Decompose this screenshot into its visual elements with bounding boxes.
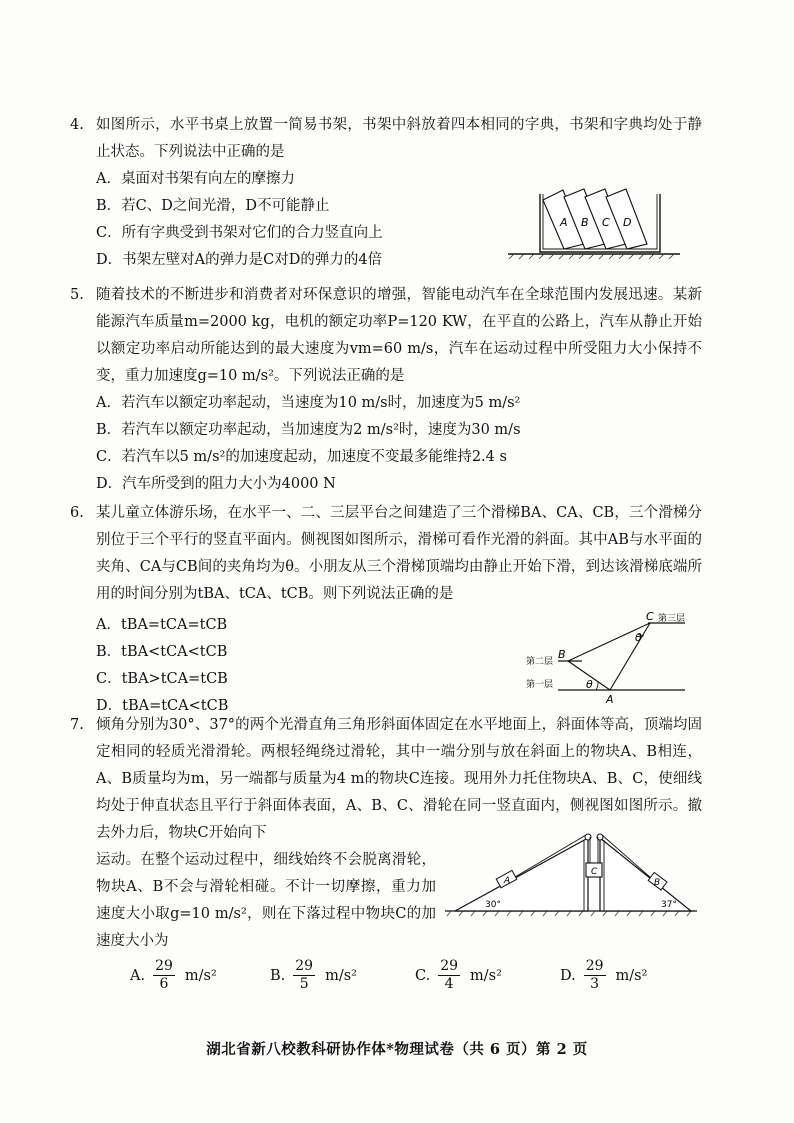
block-a-label: A	[504, 876, 511, 886]
question-stem-top: 倾角分别为30°、37°的两个光滑直角三角形斜面体固定在水平地面上，斜面体等高，顶端均固定相同的轻质光滑滑轮。两根轻绳绕过滑轮，其中一端分别与放在斜面上的物块A、B相连，A、B质量均为m，另一端都与质量为4 m的物块C连接。现用外力托住物块A、B、C，使细线均处于伸直状态且平行于斜面体表面，A、B、C、滑轮在同一竖直面内，侧视图如图所示。撤去外力后，物块C开始向下	[96, 717, 702, 841]
book-label-b: B	[581, 216, 589, 229]
option-b	[270, 958, 357, 993]
point-b-label: B	[558, 648, 566, 661]
option-d: D．汽车所受到的阻力大小为4000 N	[96, 476, 336, 492]
second-floor-label: 第二层	[526, 657, 554, 667]
book-label-d: D	[623, 216, 632, 229]
theta-label-bottom: θ	[586, 678, 593, 691]
denominator: 6	[159, 976, 169, 992]
option-c: C．tBA>tCA=tCB	[96, 671, 228, 687]
question-7-options	[130, 958, 650, 998]
numerator: 29	[155, 958, 173, 974]
question-stem: 如图所示，水平书桌上放置一简易书架，书架中斜放着四本相同的字典，书架和字典均处于静止状态。下列说法中正确的是	[96, 117, 702, 160]
slide-figure	[520, 610, 690, 710]
denominator: 3	[590, 976, 600, 992]
fraction	[584, 958, 606, 993]
option-a: A．桌面对书架有向左的摩擦力	[96, 171, 295, 187]
unit: m/s²	[470, 967, 502, 984]
angle-37-label: 37°	[661, 900, 677, 910]
option-c: C．若汽车以5 m/s²的加速度起动，加速度不变最多能维持2.4 s	[96, 449, 507, 465]
point-c-label: C	[646, 610, 654, 623]
theta-label-top: θ	[635, 631, 642, 644]
option-b: B．若汽车以额定功率起动，当加速度为2 m/s²时，速度为30 m/s	[96, 422, 521, 438]
bookshelf-figure	[508, 180, 680, 260]
option-a	[130, 958, 217, 993]
block-c-label: C	[591, 867, 598, 877]
question-stem: 某儿童立体游乐场，在水平一、二、三层平台之间建造了三个滑梯BA、CA、CB，三个滑梯分别位于三个平行的竖直平面内。侧视图如图所示，滑梯可看作光滑的斜面。其中AB与水平面的夹角、CA与CB间的夹角均为θ。小朋友从三个滑梯顶端均由静止开始下滑，到达该滑梯底端所用的时间分别为tBA、tCA、tCB。则下列说法正确的是	[96, 505, 702, 602]
numerator: 29	[440, 958, 459, 974]
numerator: 29	[585, 958, 604, 974]
fraction	[153, 958, 175, 993]
question-stem-bottom: 运动。在整个运动过程中，细线始终不会脱离滑轮，物块A、B不会与滑轮相碰。不计一切摩擦，重力加速度大小取g=10 m/s²，则在下落过程中物块C的加速度大小为	[96, 852, 436, 949]
third-floor-label: 第三层	[658, 614, 686, 624]
book-label-a: A	[560, 216, 568, 229]
denominator: 5	[299, 976, 309, 992]
option-label: A.	[130, 967, 146, 984]
first-floor-label: 第一层	[526, 680, 554, 690]
fraction	[438, 958, 460, 993]
angle-30-label: 30°	[485, 900, 501, 910]
option-label: D.	[560, 967, 576, 984]
question-number: 4.	[70, 117, 84, 133]
question-number: 5.	[70, 287, 84, 303]
question-5	[70, 282, 702, 498]
pulley-figure	[445, 820, 697, 920]
option-d	[560, 958, 647, 993]
option-d: D．书架左壁对A的弹力是C对D的弹力的4倍	[96, 252, 383, 268]
option-c	[415, 958, 502, 993]
option-c: C．所有字典受到书架对它们的合力竖直向上	[96, 225, 383, 241]
denominator: 4	[444, 976, 454, 992]
point-a-label: A	[606, 693, 614, 706]
question-number: 6.	[70, 505, 84, 521]
book-label-c: C	[602, 216, 610, 229]
unit: m/s²	[325, 967, 357, 984]
question-stem: 随着技术的不断进步和消费者对环保意识的增强，智能电动汽车在全球范围内发展迅速。某新能源汽车质量m=2000 kg，电机的额定功率P=120 KW，在平直的公路上，汽车从静止开始以额定功率启动所能达到的最大速度为vm=60 m/s，汽车在运动过程中所受阻力大小保持不变，重力加速度g=10 m/s²。下列说法正确的是	[96, 287, 702, 384]
option-b: B．tBA<tCA<tCB	[96, 644, 228, 660]
option-label: C.	[415, 967, 431, 984]
option-b: B．若C、D之间光滑，D不可能静止	[96, 198, 330, 214]
unit: m/s²	[184, 967, 217, 984]
option-d: D．tBA=tCA<tCB	[96, 698, 229, 714]
option-label: B.	[270, 967, 286, 984]
numerator: 29	[295, 958, 314, 974]
option-a: A．tBA=tCA=tCB	[96, 617, 228, 633]
page-footer: 湖北省新八校教科研协作体*物理试卷（共 6 页）第 2 页	[206, 1041, 588, 1058]
fraction	[293, 958, 315, 993]
option-a: A．若汽车以额定功率起动，当速度为10 m/s时，加速度为5 m/s²	[96, 395, 521, 411]
question-number: 7.	[70, 717, 84, 733]
block-b-label: B	[654, 878, 661, 888]
unit: m/s²	[615, 967, 648, 984]
